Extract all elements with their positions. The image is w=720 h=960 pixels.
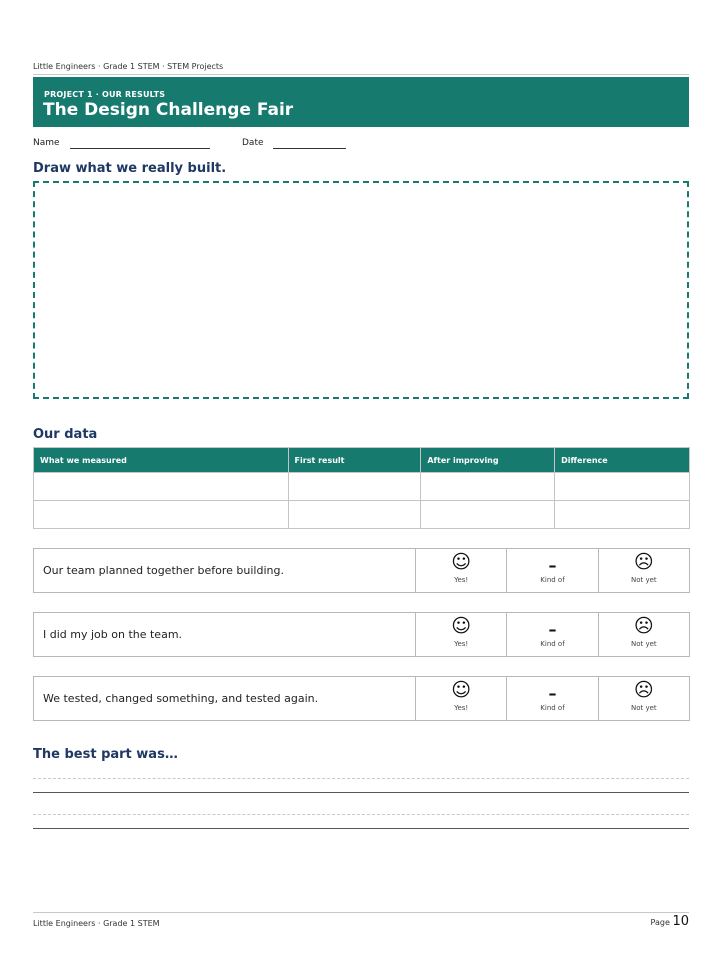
rating-option-kind-of[interactable]	[506, 549, 597, 592]
rating-option-not-yet[interactable]	[598, 677, 689, 720]
rating-option-label: Yes!	[454, 640, 469, 648]
rating-option-yes[interactable]	[415, 677, 506, 720]
rating-option-kind-of[interactable]	[506, 613, 597, 656]
name-field[interactable]	[70, 148, 210, 149]
table-cell[interactable]	[421, 501, 555, 529]
rating-option-label: Kind of	[540, 640, 565, 648]
dash-icon: –	[548, 684, 557, 703]
drawing-area[interactable]	[33, 181, 689, 399]
rating-statement: We tested, changed something, and tested again.	[43, 692, 319, 705]
footer-rule	[33, 912, 689, 913]
rating-option-label: Kind of	[540, 576, 565, 584]
rating-row-my-job	[33, 612, 690, 657]
page-number-value: 10	[672, 914, 689, 929]
rating-option-not-yet[interactable]	[598, 613, 689, 656]
column-header-difference: Difference	[555, 448, 690, 473]
table-row	[34, 473, 690, 501]
rating-option-label: Not yet	[630, 576, 657, 584]
table-cell[interactable]	[288, 501, 421, 529]
rating-option-label: Yes!	[454, 576, 469, 584]
smiley-face-icon: ☺	[451, 551, 472, 573]
table-cell[interactable]	[34, 473, 289, 501]
writing-line[interactable]	[33, 792, 689, 793]
rating-option-not-yet[interactable]	[598, 549, 689, 592]
table-cell[interactable]	[555, 501, 690, 529]
draw-heading: Draw what we really built.	[33, 161, 227, 176]
column-header-after-improving: After improving	[421, 448, 555, 473]
page-title: The Design Challenge Fair	[43, 100, 294, 120]
dash-icon: –	[548, 620, 557, 639]
rating-option-label: Kind of	[540, 704, 565, 712]
rating-option-yes[interactable]	[415, 613, 506, 656]
dash-icon: –	[548, 556, 557, 575]
header-rule	[33, 74, 689, 75]
rating-statement: Our team planned together before building.	[43, 564, 284, 577]
writing-guide-line	[33, 778, 689, 779]
writing-line[interactable]	[33, 828, 689, 829]
series-header: Little Engineers · Grade 1 STEM · STEM Projects	[33, 62, 224, 71]
name-label: Name	[33, 138, 60, 148]
table-row	[34, 501, 690, 529]
table-cell[interactable]	[288, 473, 421, 501]
page-label: Page	[650, 918, 670, 927]
frowny-face-icon: ☹	[633, 679, 654, 701]
rating-row-tested	[33, 676, 690, 721]
data-table	[33, 447, 690, 529]
frowny-face-icon: ☹	[633, 615, 654, 637]
column-header-first-result: First result	[288, 448, 421, 473]
page-number	[651, 914, 689, 929]
date-label: Date	[242, 138, 264, 148]
writing-guide-line	[33, 814, 689, 815]
column-header-what-measured: What we measured	[34, 448, 289, 473]
table-cell[interactable]	[555, 473, 690, 501]
table-cell[interactable]	[34, 501, 289, 529]
frowny-face-icon: ☹	[633, 551, 654, 573]
rating-option-label: Not yet	[630, 640, 657, 648]
rating-option-label: Not yet	[630, 704, 657, 712]
rating-option-kind-of[interactable]	[506, 677, 597, 720]
footer-series: Little Engineers · Grade 1 STEM	[33, 919, 160, 928]
smiley-face-icon: ☺	[451, 679, 472, 701]
rating-row-planned	[33, 548, 690, 593]
reflection-heading: The best part was…	[33, 747, 178, 762]
title-banner	[33, 77, 689, 127]
banner-kicker: PROJECT 1 · OUR RESULTS	[44, 90, 166, 99]
data-heading: Our data	[33, 427, 98, 442]
rating-option-yes[interactable]	[415, 549, 506, 592]
rating-option-label: Yes!	[454, 704, 469, 712]
table-cell[interactable]	[421, 473, 555, 501]
rating-statement: I did my job on the team.	[43, 628, 183, 641]
date-field[interactable]	[273, 148, 346, 149]
smiley-face-icon: ☺	[451, 615, 472, 637]
